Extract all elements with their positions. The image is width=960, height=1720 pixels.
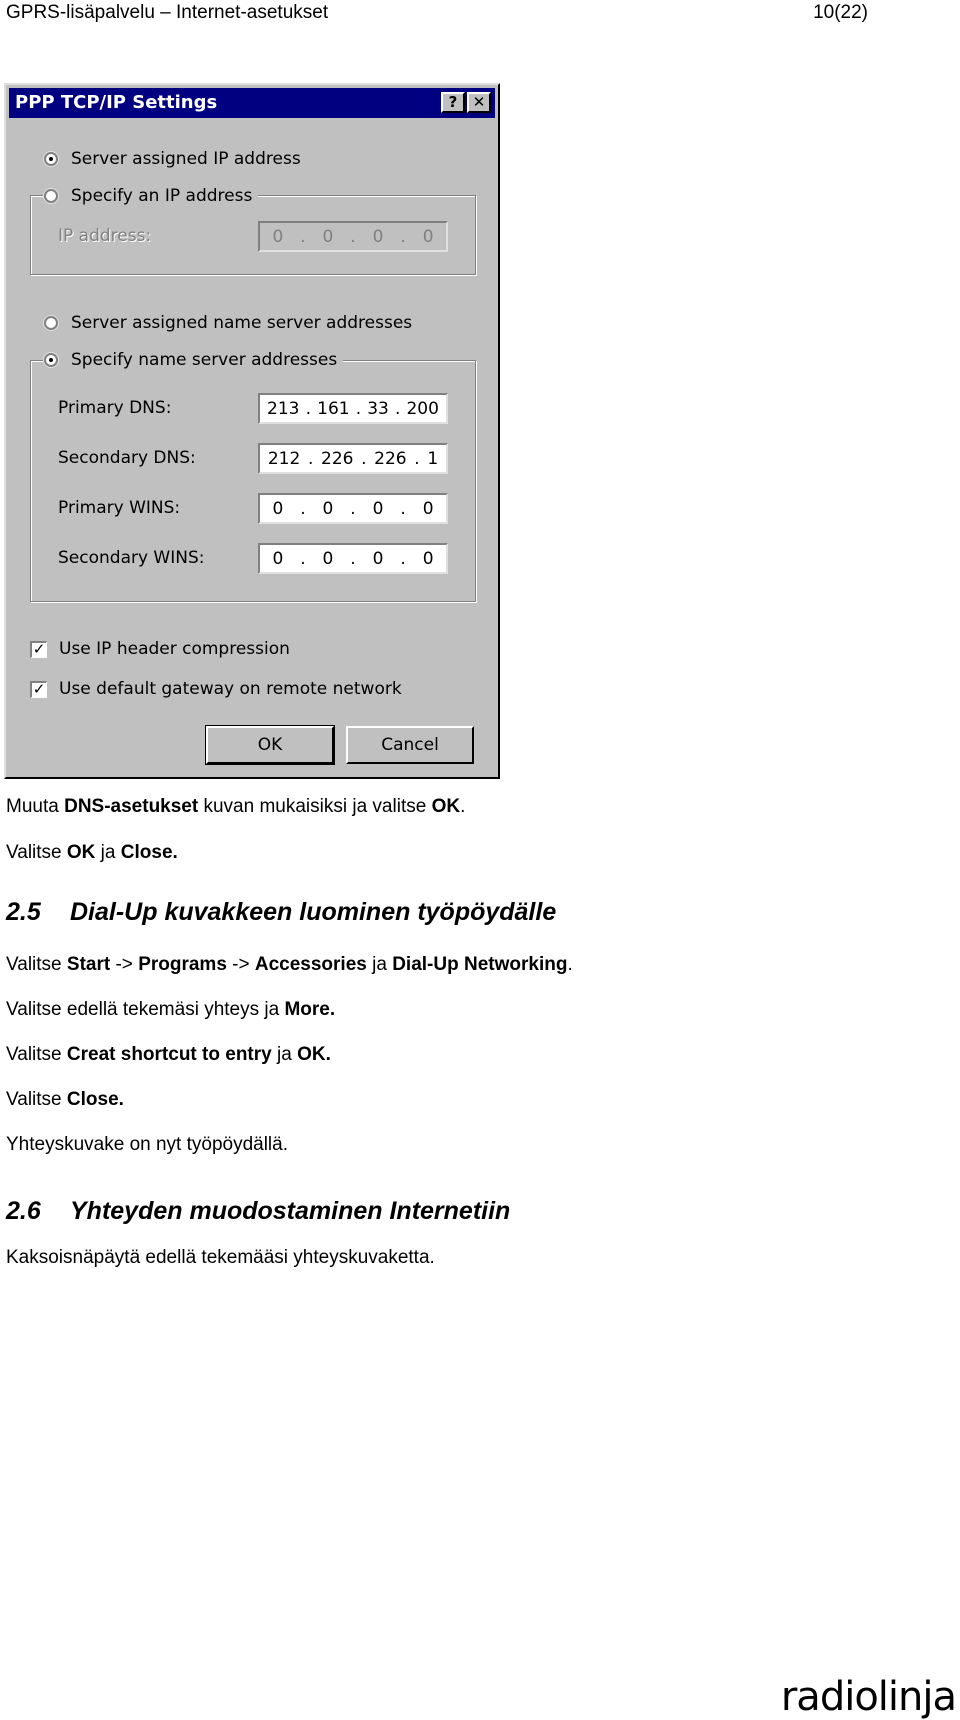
octet: 226 (321, 448, 354, 469)
octet: 0 (322, 548, 334, 569)
close-button[interactable]: ✕ (467, 92, 491, 113)
primary-dns-label: Primary DNS: (58, 398, 172, 418)
octet: 0 (372, 226, 384, 247)
radio-server-assigned-ns[interactable] (44, 313, 412, 333)
dialog-title: PPP TCP/IP Settings (15, 92, 218, 113)
secondary-dns-label: Secondary DNS: (58, 448, 196, 468)
ip-address-label: IP address: (58, 226, 152, 246)
radio-specify-ip[interactable] (44, 186, 258, 206)
radio-server-assigned-ip[interactable] (44, 149, 301, 169)
octet: 0 (372, 548, 384, 569)
radio-label: Server assigned name server addresses (71, 313, 413, 333)
octet: 0 (422, 548, 434, 569)
radio-indicator[interactable] (44, 152, 58, 166)
radio-indicator[interactable] (44, 353, 58, 367)
radio-indicator[interactable] (44, 189, 58, 203)
radio-label: Specify an IP address (71, 186, 253, 206)
octet: 0 (272, 498, 284, 519)
radio-label: Server assigned IP address (71, 149, 301, 169)
check-icon[interactable]: ✓ (30, 681, 47, 698)
octet: 0 (322, 498, 334, 519)
section-heading-2-5: 2.5 Dial-Up kuvakkeen luominen työpöydälle (6, 898, 557, 926)
octet: 1 (427, 448, 439, 469)
page-number: 10(22) (813, 2, 868, 23)
paragraph-create-shortcut: Valitse Creat shortcut to entry ja OK. (6, 1044, 331, 1065)
octet: 0 (272, 226, 284, 247)
dialog-titlebar (9, 88, 495, 118)
help-button[interactable]: ? (441, 92, 465, 113)
paragraph-icon-on-desktop: Yhteyskuvake on nyt työpöydällä. (6, 1134, 289, 1155)
secondary-wins-label: Secondary WINS: (58, 548, 205, 568)
octet: 0 (322, 226, 334, 247)
octet: 0 (422, 226, 434, 247)
octet: 161 (317, 398, 350, 419)
ok-button[interactable]: OK (206, 726, 334, 764)
primary-dns-input[interactable]: 213 . 161 . 33 . 200 (258, 393, 448, 424)
octet: 226 (374, 448, 407, 469)
octet: 200 (406, 398, 439, 419)
ppp-tcpip-settings-dialog (4, 83, 500, 779)
ip-address-input[interactable]: 0 . 0 . 0 . 0 (258, 221, 448, 252)
check-icon[interactable]: ✓ (30, 641, 47, 658)
paragraph-ok-close: Valitse OK ja Close. (6, 842, 178, 863)
paragraph-select-close: Valitse Close. (6, 1089, 124, 1110)
octet: 213 (267, 398, 300, 419)
paragraph-start-programs: Valitse Start -> Programs -> Accessories ja Dial-Up Networking. (6, 954, 573, 975)
checkbox-label: Use default gateway on remote network (59, 679, 402, 699)
octet: 0 (422, 498, 434, 519)
octet: 0 (272, 548, 284, 569)
checkbox-ip-header-compression[interactable] (30, 639, 290, 659)
section-heading-2-6: 2.6 Yhteyden muodostaminen Internetiin (6, 1197, 511, 1225)
checkbox-default-gateway[interactable] (30, 679, 402, 699)
secondary-dns-input[interactable]: 212 . 226 . 226 . 1 (258, 443, 448, 474)
octet: 33 (367, 398, 389, 419)
document-title: GPRS-lisäpalvelu – Internet-asetukset (6, 2, 329, 23)
checkbox-label: Use IP header compression (59, 639, 290, 659)
radio-specify-ns[interactable] (44, 350, 343, 370)
primary-wins-input[interactable]: 0 . 0 . 0 . 0 (258, 493, 448, 524)
paragraph-dns-instructions: Muuta DNS-asetukset kuvan mukaisiksi ja valitse OK. (6, 796, 466, 817)
secondary-wins-input[interactable]: 0 . 0 . 0 . 0 (258, 543, 448, 574)
radiolinja-logo: radiolinja (780, 1674, 956, 1720)
paragraph-select-more: Valitse edellä tekemäsi yhteys ja More. (6, 999, 336, 1020)
paragraph-double-click: Kaksoisnäpäytä edellä tekemääsi yhteyskuvaketta. (6, 1247, 435, 1268)
cancel-button[interactable]: Cancel (346, 726, 474, 764)
octet: 0 (372, 498, 384, 519)
primary-wins-label: Primary WINS: (58, 498, 181, 518)
radio-label: Specify name server addresses (71, 350, 338, 370)
radio-indicator[interactable] (44, 316, 58, 330)
octet: 212 (267, 448, 301, 469)
